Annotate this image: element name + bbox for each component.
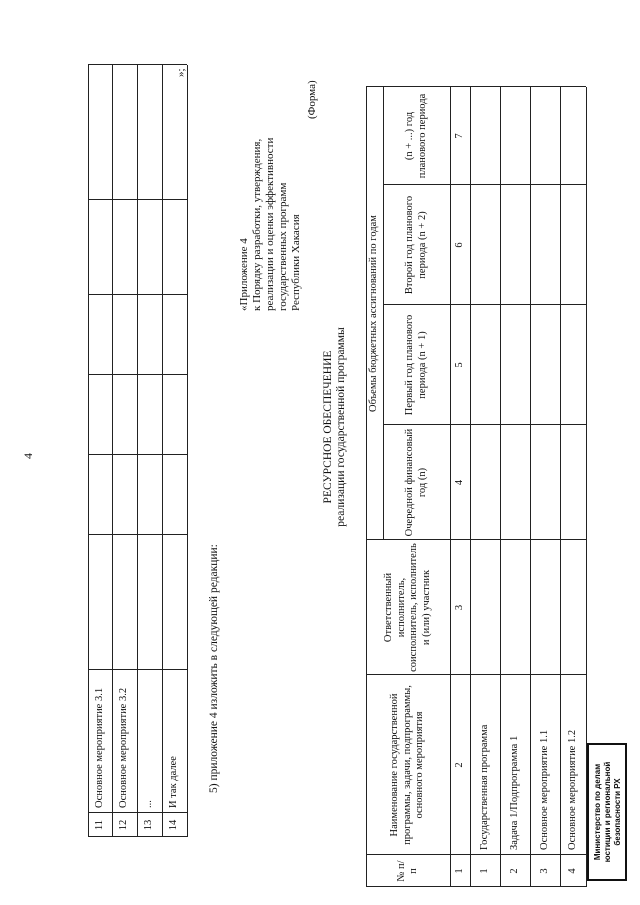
header-year-n1: Первый год планового периода (n + 1): [404, 314, 428, 416]
header-num: № п/п: [395, 860, 419, 882]
col-number-4: 4: [453, 479, 465, 486]
appendix-caption: [238, 71, 303, 311]
header-name: Наименование государственной программы, задачи, подпрограммы, основного мероприятия: [389, 685, 426, 845]
form-label: (Форма): [306, 80, 318, 119]
col-number-7: 7: [453, 133, 465, 139]
header-year-n: Очередной финансовый год (n): [404, 428, 428, 537]
row-1-num: 1: [478, 868, 490, 874]
top-row-13-num: 13: [143, 819, 155, 831]
col-number-3: 3: [453, 604, 465, 611]
header-volumes: Объемы бюджетных ассигнований по годам: [368, 215, 380, 412]
row-2-name: Задача 1/Подпрограмма 1: [508, 735, 520, 850]
title-line-2: реализации государственной программы: [335, 327, 347, 527]
row-3-num: 3: [538, 868, 550, 874]
col-number-2: 2: [453, 762, 465, 768]
top-row-14-num: 14: [168, 819, 180, 831]
stamp-line-3: безопасности РХ: [613, 778, 622, 846]
appendix-line-3: реализации и оценки эффективности: [264, 137, 276, 311]
closing-quote-mark: »;: [175, 68, 187, 77]
row-4-num: 4: [566, 868, 578, 874]
header-year-n2: Второй год планового периода (n + 2): [404, 195, 428, 295]
header-year-nx: (n + ...) год планового периода: [404, 93, 428, 179]
top-row-11-num: 11: [93, 819, 105, 831]
col-number-1: 1: [453, 868, 465, 874]
row-2-num: 2: [508, 868, 520, 874]
appendix-line-1: «Приложение 4: [238, 238, 250, 311]
stamp-line-2: юстиции и региональной: [603, 761, 612, 863]
col-number-6: 6: [453, 242, 465, 248]
page-number: 4: [21, 453, 35, 459]
appendix-line-4: государственных программ: [277, 182, 289, 311]
title-line-1: РЕСУРСНОЕ ОБЕСПЕЧЕНИЕ: [322, 350, 334, 504]
row-3-name: Основное мероприятие 1.1: [538, 729, 550, 850]
top-row-12-num: 12: [118, 819, 130, 831]
stamp-line-1: Министерство по делам: [593, 763, 602, 861]
appendix-line-2: к Порядку разработки, утверждения,: [251, 138, 263, 311]
top-row-12-name: Основное мероприятие 3.2: [118, 687, 130, 808]
ministry-stamp: [587, 743, 627, 881]
top-row-14-name: И так далее: [168, 756, 180, 808]
col-number-5: 5: [453, 362, 465, 368]
document-title: [322, 307, 348, 547]
header-executor: Ответственный исполнитель, соисполнитель, исполнитель и (или) участник: [383, 543, 432, 672]
row-4-name: Основное мероприятие 1.2: [566, 729, 578, 850]
row-1-name: Государственная программа: [478, 724, 490, 850]
top-row-13-name: ...: [143, 800, 155, 808]
instruction-text: 5) приложение 4 изложить в следующей редакции:: [208, 544, 220, 793]
appendix-line-5: Республики Хакасия: [290, 214, 302, 311]
top-row-11-name: Основное мероприятие 3.1: [93, 687, 105, 808]
